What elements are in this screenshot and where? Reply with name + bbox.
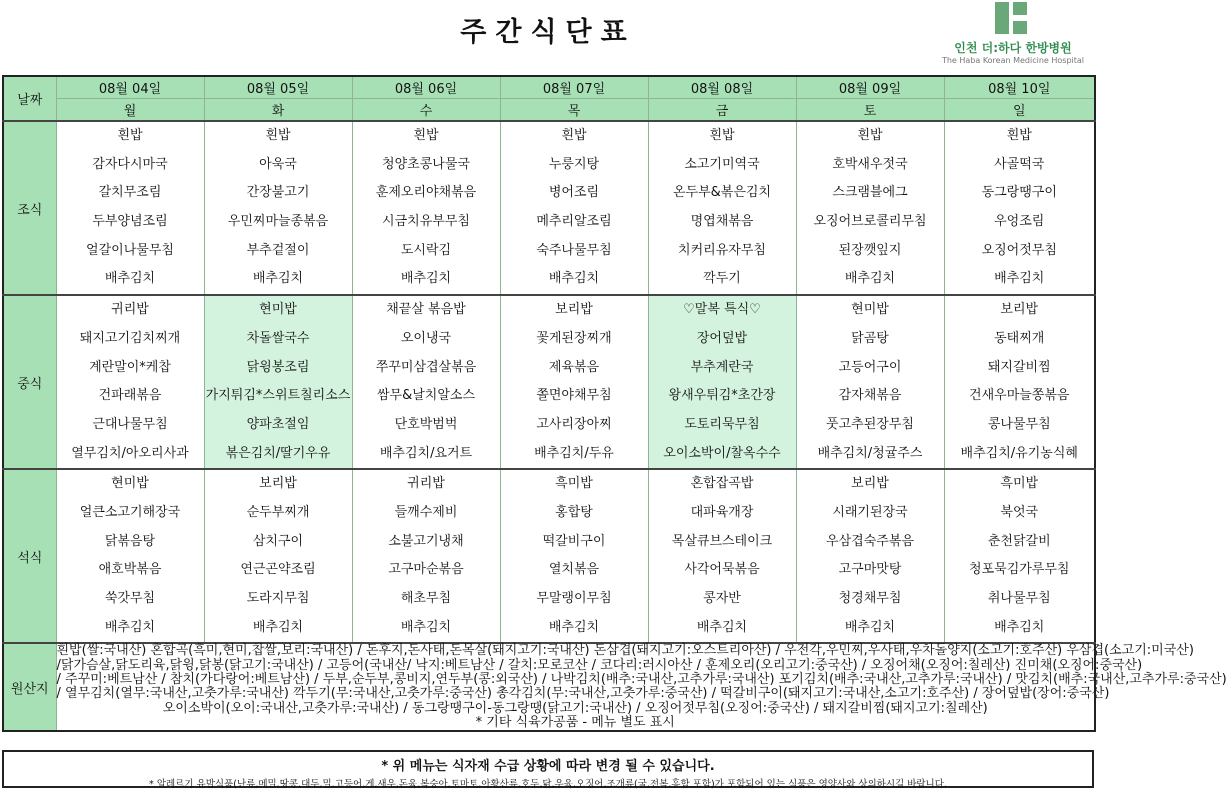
menu-item: 제육볶음 bbox=[548, 359, 600, 375]
menu-item: 배추김치/두유 bbox=[534, 445, 614, 461]
breakfast-cell bbox=[204, 121, 352, 295]
origin-line: /닭가슴살,닭도리육,닭윙,닭봉(닭고기:국내산) / 고등어(국내산/ 낙지:베트남산 / 갈치:모로코산 / 코다리:러시아산 / 훈제오리(오리고기:중국산) / 오징어채(오징어:칠레산) 진미채(오징어:중국산) bbox=[56, 657, 1143, 673]
date-cell: 08월 04일 bbox=[56, 76, 204, 99]
menu-item: 대파육개장 bbox=[690, 504, 754, 520]
menu-item: 배추김치 bbox=[252, 619, 304, 635]
menu-item: 온두부&볶은김치 bbox=[672, 185, 772, 201]
menu-item: 갈치무조림 bbox=[98, 185, 162, 201]
menu-item: 배추김치 bbox=[548, 619, 600, 635]
page-title: 주간식단표 bbox=[460, 17, 636, 48]
menu-item: 고구마맛탕 bbox=[838, 562, 902, 578]
lunch-cell bbox=[944, 295, 1095, 469]
menu-item: 우민찌마늘종볶음 bbox=[227, 214, 329, 230]
menu-item: 근대나물무침 bbox=[92, 416, 168, 432]
lunch-row bbox=[3, 295, 1095, 469]
weekday-cell: 목 bbox=[500, 99, 648, 122]
date-cell: 08월 09일 bbox=[796, 76, 944, 99]
date-row bbox=[3, 76, 1095, 99]
menu-item: 누룽지탕 bbox=[548, 156, 600, 172]
menu-item: 부추겉절이 bbox=[246, 242, 310, 258]
date-cell: 08월 10일 bbox=[944, 76, 1095, 99]
menu-item: 감자다시마국 bbox=[92, 156, 168, 172]
weekday-cell: 일 bbox=[944, 99, 1095, 122]
menu-item: 깍두기 bbox=[703, 271, 741, 287]
menu-item: 부추계란국 bbox=[690, 359, 754, 375]
menu-item: 취나물무침 bbox=[987, 591, 1051, 606]
menu-item: 호박새우젓국 bbox=[832, 156, 908, 172]
menu-item: 흰밥 bbox=[1006, 128, 1032, 143]
menu-item: 도라지무침 bbox=[246, 591, 310, 606]
menu-item: 우엉조림 bbox=[994, 214, 1045, 230]
menu-item: 메추리알조림 bbox=[536, 214, 612, 230]
menu-item: 귀리밥 bbox=[111, 302, 149, 318]
menu-item: 치커리유자무침 bbox=[678, 242, 766, 258]
date-cell: 08월 06일 bbox=[352, 76, 500, 99]
menu-item: 배추김치 bbox=[696, 619, 748, 635]
menu-item: 감자채볶음 bbox=[838, 388, 902, 404]
menu-item: 청포묵김가루무침 bbox=[969, 562, 1070, 578]
menu-item: 오이소박이/찰옥수수 bbox=[663, 445, 781, 461]
breakfast-cell bbox=[500, 121, 648, 295]
menu-item: 소고기미역국 bbox=[684, 156, 760, 172]
menu-item: 동태찌개 bbox=[994, 330, 1045, 346]
menu-item: 흰밥 bbox=[413, 128, 439, 143]
menu-item: 배추김치/요거트 bbox=[379, 445, 473, 461]
origin-line: * 기타 식육가공품 - 메뉴 별도 표시 bbox=[475, 714, 675, 730]
menu-item: 현미밥 bbox=[111, 476, 149, 492]
breakfast-cell bbox=[56, 121, 204, 295]
breakfast-cell bbox=[796, 121, 944, 295]
menu-item: 장어덮밥 bbox=[696, 330, 748, 346]
menu-item: 보리밥 bbox=[555, 302, 593, 318]
menu-item: 열치볶음 bbox=[548, 562, 600, 578]
menu-item: 배추김치 bbox=[994, 619, 1045, 635]
menu-item: 돼지갈비찜 bbox=[987, 359, 1051, 375]
menu-item: 청양초콩나물국 bbox=[382, 156, 470, 172]
menu-item: 스크램블에그 bbox=[832, 185, 908, 201]
date-label: 날짜 bbox=[3, 76, 56, 121]
menu-item: 순두부찌개 bbox=[246, 504, 310, 520]
menu-item: 혼합잡곡밥 bbox=[690, 476, 754, 492]
menu-item: 명엽채볶음 bbox=[690, 214, 754, 230]
menu-item: 고사리장아찌 bbox=[536, 416, 612, 432]
menu-item: 현미밥 bbox=[851, 302, 889, 318]
menu-item: 양파초절임 bbox=[246, 416, 310, 432]
weekday-cell: 수 bbox=[352, 99, 500, 122]
logo-name: 인천 더:하다 한방병원 bbox=[954, 41, 1072, 55]
weekday-cell: 화 bbox=[204, 99, 352, 122]
menu-item: 배추김치 bbox=[994, 271, 1045, 287]
lunch-cell bbox=[648, 295, 796, 469]
menu-item: 닭윙봉조림 bbox=[246, 359, 310, 375]
menu-item: 흰밥 bbox=[117, 128, 143, 143]
weekday-cell: 금 bbox=[648, 99, 796, 122]
menu-item: 떡갈비구이 bbox=[542, 533, 606, 549]
origin-line: 오이소박이(오이:국내산,고춧가루:국내산) / 동그랑땡구이-동그랑땡(닭고기:국내산) / 오징어젓무침(오징어:중국산) / 돼지갈비찜(돼지고기:칠레산) bbox=[162, 700, 988, 716]
hospital-logo bbox=[938, 2, 1088, 72]
menu-item: 보리밥 bbox=[851, 476, 889, 492]
menu-item: 병어조림 bbox=[548, 185, 600, 201]
menu-item: 소불고기냉채 bbox=[388, 533, 464, 549]
menu-item: 쭈꾸미삼겹살볶음 bbox=[375, 359, 477, 375]
dinner-row bbox=[3, 469, 1095, 643]
menu-item: 고구마순볶음 bbox=[388, 562, 464, 578]
menu-item: 보리밥 bbox=[1000, 302, 1039, 318]
breakfast-cell bbox=[352, 121, 500, 295]
menu-item: 오징어젓무침 bbox=[981, 242, 1057, 258]
menu-item: 두부양념조림 bbox=[92, 214, 168, 230]
menu-item: 시금치유부무침 bbox=[382, 214, 470, 230]
notice-allergy: * 알레르기 유발식품(난류,메밀,땅콩,대두,밀,고등어,게,새우,돈육,복숭아,토마토,아황산류,호두,닭,우육,오징어,조개류(굴,전복,홍합 포함)가 포함되어 있는 식품은 영양사와 상의하시길 바랍니다. bbox=[149, 779, 947, 790]
menu-item: 사골떡국 bbox=[994, 156, 1045, 172]
menu-item: 쌈무&날치알소스 bbox=[376, 388, 476, 404]
menu-item: 흑미밥 bbox=[555, 476, 593, 492]
weekly-menu-table bbox=[2, 75, 1227, 732]
menu-item: 배추김치 bbox=[104, 619, 156, 635]
menu-item: 배추김치 bbox=[104, 271, 156, 287]
dinner-label: 석식 bbox=[3, 469, 56, 643]
menu-item: 콩자반 bbox=[703, 591, 741, 606]
logo-subtitle: The Haba Korean Medicine Hospital bbox=[941, 56, 1085, 65]
lunch-cell bbox=[796, 295, 944, 469]
menu-item: 도토리묵무침 bbox=[684, 416, 760, 432]
menu-item: 채끝살 볶음밥 bbox=[386, 302, 466, 318]
menu-item: 왕새우튀김*초간장 bbox=[668, 388, 776, 404]
menu-item: 흰밥 bbox=[857, 128, 883, 143]
menu-item: 숙주나물무침 bbox=[536, 242, 612, 258]
menu-item: 꽃게된장찌개 bbox=[536, 330, 612, 346]
logo-icon bbox=[995, 2, 1031, 34]
dinner-cell bbox=[352, 469, 500, 643]
menu-item: 목살큐브스테이크 bbox=[671, 533, 773, 549]
menu-item: 홍합탕 bbox=[555, 504, 593, 520]
menu-item: 춘천닭갈비 bbox=[987, 533, 1051, 549]
breakfast-row bbox=[3, 121, 1095, 295]
menu-item: 닭볶음탕 bbox=[104, 533, 156, 549]
menu-item: 얼큰소고기해장국 bbox=[79, 504, 181, 520]
menu-item: 계란말이*케찹 bbox=[89, 359, 171, 375]
menu-item: 시래기된장국 bbox=[832, 504, 908, 520]
menu-item: 청경채무침 bbox=[838, 591, 902, 606]
menu-item: 흰밥 bbox=[709, 128, 735, 143]
menu-item: 연근곤약조림 bbox=[240, 562, 316, 578]
menu-item: 콩나물무침 bbox=[987, 416, 1051, 432]
menu-item: 귀리밥 bbox=[407, 476, 445, 492]
notice-box bbox=[2, 750, 1094, 788]
menu-item: 된장깻잎지 bbox=[838, 242, 902, 258]
dinner-cell bbox=[204, 469, 352, 643]
notice-main: * 위 메뉴는 식자재 수급 상황에 따라 변경 될 수 있습니다. bbox=[381, 759, 715, 774]
menu-item: 삼치구이 bbox=[252, 533, 304, 549]
menu-item: 현미밥 bbox=[259, 302, 297, 318]
weekday-cell: 월 bbox=[56, 99, 204, 122]
menu-item: 쑥갓무침 bbox=[104, 591, 156, 606]
menu-item: 훈제오리야채볶음 bbox=[375, 185, 477, 201]
menu-item: 아욱국 bbox=[259, 156, 297, 172]
dinner-cell bbox=[944, 469, 1095, 643]
lunch-cell bbox=[204, 295, 352, 469]
menu-item: 돼지고기김치찌개 bbox=[79, 330, 181, 346]
dinner-cell bbox=[500, 469, 648, 643]
lunch-cell bbox=[56, 295, 204, 469]
menu-item: 얼갈이나물무침 bbox=[86, 242, 174, 258]
menu-item: 도시락김 bbox=[400, 242, 452, 258]
menu-item: 고등어구이 bbox=[838, 359, 902, 375]
menu-item: 흰밥 bbox=[561, 128, 587, 143]
menu-item: 배추김치 bbox=[548, 271, 600, 287]
menu-item: 사각어묵볶음 bbox=[684, 562, 760, 578]
date-cell: 08월 07일 bbox=[500, 76, 648, 99]
origin-line: 흰밥(쌀:국내산) 혼합곡(흑미,현미,찹쌀,보리:국내산) / 돈후지,돈사태,돈목살(돼지고기:국내산) 돈삼겹(돼지고기:오스트리아산) / 우전각,우민찌,우사태,우차돌양지(소고기:호주산) 우삼겹(소고기:미국산) bbox=[56, 643, 1194, 659]
menu-item: 북엇국 bbox=[1000, 504, 1039, 520]
menu-item: 차돌쌀국수 bbox=[246, 330, 310, 346]
menu-item: 볶은김치/딸기우유 bbox=[225, 445, 331, 461]
weekday-cell: 토 bbox=[796, 99, 944, 122]
menu-item: 우삼겹숙주볶음 bbox=[826, 533, 914, 549]
lunch-cell bbox=[500, 295, 648, 469]
lunch-cell bbox=[352, 295, 500, 469]
menu-item: 건파래볶음 bbox=[98, 388, 162, 404]
menu-item: 닭곰탕 bbox=[851, 330, 889, 346]
dinner-cell bbox=[796, 469, 944, 643]
breakfast-label: 조식 bbox=[3, 121, 56, 295]
menu-item: 가지튀김*스위트칠리소스 bbox=[205, 388, 351, 404]
menu-item: 오이냉국 bbox=[400, 330, 452, 346]
menu-item: 배추김치/청귤주스 bbox=[817, 445, 923, 461]
breakfast-cell bbox=[944, 121, 1095, 295]
menu-item: 흰밥 bbox=[265, 128, 291, 143]
menu-item: 건새우마늘쫑볶음 bbox=[969, 388, 1070, 404]
origin-line: / 열무김치(열무:국내산,고춧가루:국내산) 깍두기(무:국내산,고춧가루:중국산) 총각김치(무:국내산,고춧가루:중국산) / 떡갈비구이(돼지고기:국내산,소고기:호주산) / 장어덮밥(장어:중국산) bbox=[56, 686, 1110, 702]
menu-item: 오징어브로콜리무침 bbox=[813, 214, 927, 230]
menu-item: 배추김치 bbox=[400, 619, 452, 635]
menu-item: 들깨수제비 bbox=[394, 504, 458, 520]
origin-row bbox=[3, 643, 1095, 731]
menu-item: 동그랑땡구이 bbox=[981, 185, 1057, 201]
menu-item: ♡말복 특식♡ bbox=[683, 302, 761, 318]
menu-item: 배추김치 bbox=[252, 271, 304, 287]
origin-label: 원산지 bbox=[3, 643, 56, 731]
menu-item: 보리밥 bbox=[259, 476, 297, 492]
date-cell: 08월 08일 bbox=[648, 76, 796, 99]
menu-item: 배추김치/유기농식혜 bbox=[960, 445, 1078, 461]
origin-info bbox=[56, 643, 1227, 731]
menu-item: 단호박범벅 bbox=[394, 416, 458, 432]
menu-item: 배추김치 bbox=[400, 271, 452, 287]
menu-item: 열무김치/아오리사과 bbox=[71, 445, 189, 461]
dinner-cell bbox=[648, 469, 796, 643]
weekday-row bbox=[3, 99, 1095, 122]
menu-item: 간장불고기 bbox=[246, 185, 310, 201]
menu-item: 애호박볶음 bbox=[98, 562, 162, 578]
dinner-cell bbox=[56, 469, 204, 643]
menu-item: 풋고추된장무침 bbox=[826, 416, 914, 432]
menu-item: 쫄면야채무침 bbox=[536, 388, 612, 404]
origin-line: / 주꾸미:베트남산 / 참치(가다랑어:베트남산) / 두부,순두부,콩비지,연두부(콩:외국산) / 나박김치(배추:국내산,고추가루:국내산) 포기김치(배추:국내산,고추가루:국내산) / 맛김치(배추:국내산,고추가루:중국산) bbox=[56, 671, 1227, 687]
menu-item: 흑미밥 bbox=[1000, 476, 1039, 492]
menu-item: 해초무침 bbox=[400, 591, 452, 606]
lunch-label: 중식 bbox=[3, 295, 56, 469]
menu-item: 배추김치 bbox=[844, 271, 896, 287]
date-cell: 08월 05일 bbox=[204, 76, 352, 99]
menu-item: 무말랭이무침 bbox=[536, 591, 612, 606]
breakfast-cell bbox=[648, 121, 796, 295]
menu-item: 배추김치 bbox=[844, 619, 896, 635]
